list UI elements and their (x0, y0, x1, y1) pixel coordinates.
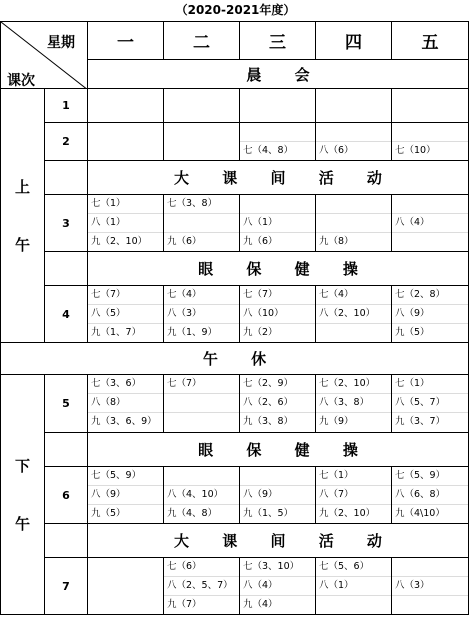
cell-line: 七（2、8） (392, 286, 468, 305)
class-cell (88, 195, 164, 252)
half-char: 午 (14, 235, 30, 254)
period-row (1, 89, 469, 123)
cell-line: 八（4） (240, 577, 315, 596)
cell-line: 八（4、10） (164, 486, 239, 505)
cell-line: 八（3、8） (316, 394, 391, 413)
cell-line: 九（4、8） (167, 508, 218, 519)
class-cell (88, 123, 164, 161)
noon-rest-banner: 午 休 (1, 343, 469, 375)
cell-line: 八（8） (88, 394, 163, 413)
cell-line: 七（4、8） (243, 145, 294, 156)
class-cell (392, 467, 469, 524)
cell-line: 七（4） (316, 286, 391, 305)
empty-cell (45, 161, 88, 195)
class-cell (164, 467, 240, 524)
cell-line: 七（3、6） (88, 375, 163, 394)
break-activity-banner: 大 课 间 活 动 (88, 524, 469, 558)
class-cell (392, 286, 469, 343)
cell-line: 七（7） (88, 286, 163, 305)
period-number: 5 (45, 375, 88, 433)
banner-row (1, 524, 469, 558)
cell-line (240, 195, 315, 214)
cell-line: 七（5、6） (316, 558, 391, 577)
class-cell (88, 467, 164, 524)
banner-row (1, 252, 469, 286)
class-cell (240, 123, 316, 161)
schedule-title: （2020-2021年度） (175, 3, 296, 17)
cell-line: 九（1、9） (167, 327, 218, 338)
period-row (1, 123, 469, 161)
class-cell (164, 375, 240, 433)
class-cell (316, 89, 392, 123)
class-cell (240, 89, 316, 123)
break-activity-banner: 大 课 间 活 动 (88, 161, 469, 195)
class-cell (88, 286, 164, 343)
cell-line (392, 195, 468, 214)
half-char: 上 (14, 177, 30, 196)
class-cell (164, 123, 240, 161)
period-row (1, 286, 469, 343)
class-cell (316, 375, 392, 433)
class-cell (240, 375, 316, 433)
day-header: 三 (240, 22, 316, 60)
cell-line: 九（6） (243, 236, 278, 247)
day-header: 二 (164, 22, 240, 60)
eye-exercise-banner: 眼 保 健 操 (88, 433, 469, 467)
cell-line: 九（6） (167, 236, 202, 247)
cell-line (392, 123, 468, 142)
banner-row (1, 343, 469, 375)
cell-line: 九（4） (243, 599, 278, 610)
class-cell (88, 89, 164, 123)
cell-line: 八（5、7） (392, 394, 468, 413)
eye-exercise-banner: 眼 保 健 操 (88, 252, 469, 286)
class-cell (316, 195, 392, 252)
timetable (0, 21, 469, 615)
class-cell (316, 123, 392, 161)
period-row (1, 467, 469, 524)
cell-line (164, 413, 239, 431)
cell-line (164, 123, 239, 141)
class-cell (240, 558, 316, 615)
class-cell (392, 195, 469, 252)
period-number: 4 (45, 286, 88, 343)
cell-line (392, 233, 468, 251)
cell-line (392, 558, 468, 577)
cell-line: 九（5） (91, 508, 126, 519)
cell-line: 八（3） (392, 577, 468, 596)
cell-line: 九（7） (167, 599, 202, 610)
cell-line: 七（5、9） (88, 467, 163, 486)
cell-line (316, 123, 391, 142)
period-number: 1 (45, 89, 88, 123)
day-header: 五 (392, 22, 469, 60)
class-cell (164, 558, 240, 615)
cell-line: 七（1） (316, 467, 391, 486)
corner-header (1, 22, 88, 89)
cell-line: 八（5） (88, 305, 163, 324)
cell-line: 八（3） (164, 305, 239, 324)
cell-line: 九（3、7） (395, 416, 446, 427)
cell-line: 八（9） (392, 305, 468, 324)
cell-line: 八（2、10） (316, 305, 391, 324)
banner-row (1, 433, 469, 467)
class-cell (392, 89, 469, 123)
cell-line: 八（9） (88, 486, 163, 505)
cell-line (164, 467, 239, 486)
cell-line: 九（1、7） (91, 327, 142, 338)
class-cell (240, 467, 316, 524)
cell-line: 九（3、8） (243, 416, 294, 427)
cell-line: 八（10） (240, 305, 315, 324)
class-cell (88, 375, 164, 433)
cell-line: 八（6） (319, 145, 354, 156)
cell-line (316, 324, 391, 342)
period-row (1, 195, 469, 252)
cell-line: 八（4） (392, 214, 468, 233)
class-cell (316, 286, 392, 343)
cell-line (240, 123, 315, 142)
cell-line: 九（2） (243, 327, 278, 338)
half-char: 午 (14, 514, 30, 533)
lesson-label: 课次 (7, 73, 35, 89)
cell-line: 九（1、5） (243, 508, 294, 519)
class-cell (392, 375, 469, 433)
cell-line: 七（5、9） (392, 467, 468, 486)
cell-line: 九（9） (319, 416, 354, 427)
empty-cell (45, 433, 88, 467)
cell-line: 七（7） (164, 375, 239, 394)
cell-line: 八（9） (240, 486, 315, 505)
cell-line (164, 394, 239, 413)
cell-line: 七（3、8） (164, 195, 239, 214)
cell-line (392, 596, 468, 614)
cell-line: 七（3、10） (240, 558, 315, 577)
class-cell (164, 89, 240, 123)
cell-line: 九（2、10） (91, 236, 148, 247)
cell-line: 七（10） (395, 145, 436, 156)
cell-line: 八（1） (88, 214, 163, 233)
period-number: 3 (45, 195, 88, 252)
period-number: 2 (45, 123, 88, 161)
class-cell (392, 558, 469, 615)
cell-line: 七（2、10） (316, 375, 391, 394)
cell-line: 七（4） (164, 286, 239, 305)
cell-line: 八（7） (316, 486, 391, 505)
class-cell (88, 558, 164, 615)
period-row (1, 375, 469, 433)
cell-line: 七（1） (88, 195, 163, 214)
cell-line: 九（4\10） (395, 508, 445, 519)
class-cell (164, 286, 240, 343)
cell-line: 八（2、6） (240, 394, 315, 413)
class-cell (392, 123, 469, 161)
afternoon-label (1, 375, 45, 615)
class-cell (316, 558, 392, 615)
cell-line: 七（1） (392, 375, 468, 394)
period-number: 7 (45, 558, 88, 615)
cell-line (164, 214, 239, 233)
banner-row (1, 161, 469, 195)
morning-meeting-banner: 晨 会 (88, 60, 469, 89)
cell-line (316, 596, 391, 614)
cell-line: 九（3、6、9） (91, 416, 157, 427)
class-cell (316, 467, 392, 524)
morning-label (1, 89, 45, 343)
cell-line: 九（2、10） (319, 508, 376, 519)
period-number: 6 (45, 467, 88, 524)
half-char: 下 (14, 456, 30, 475)
cell-line (240, 467, 315, 486)
cell-line: 八（2、5、7） (164, 577, 239, 596)
empty-cell (45, 524, 88, 558)
period-row (1, 558, 469, 615)
class-cell (240, 195, 316, 252)
cell-line: 九（8） (319, 236, 354, 247)
class-cell (164, 195, 240, 252)
day-header: 四 (316, 22, 392, 60)
cell-line: 七（6） (164, 558, 239, 577)
cell-line: 八（1） (240, 214, 315, 233)
weekday-label: 星期 (47, 35, 75, 51)
cell-line (88, 123, 163, 141)
day-header: 一 (88, 22, 164, 60)
cell-line (316, 214, 391, 233)
class-cell (240, 286, 316, 343)
empty-cell (45, 252, 88, 286)
cell-line: 八（1） (316, 577, 391, 596)
cell-line: 八（6、8） (392, 486, 468, 505)
cell-line: 七（2、9） (240, 375, 315, 394)
cell-line (316, 195, 391, 214)
cell-line: 七（7） (240, 286, 315, 305)
cell-line: 九（5） (395, 327, 430, 338)
